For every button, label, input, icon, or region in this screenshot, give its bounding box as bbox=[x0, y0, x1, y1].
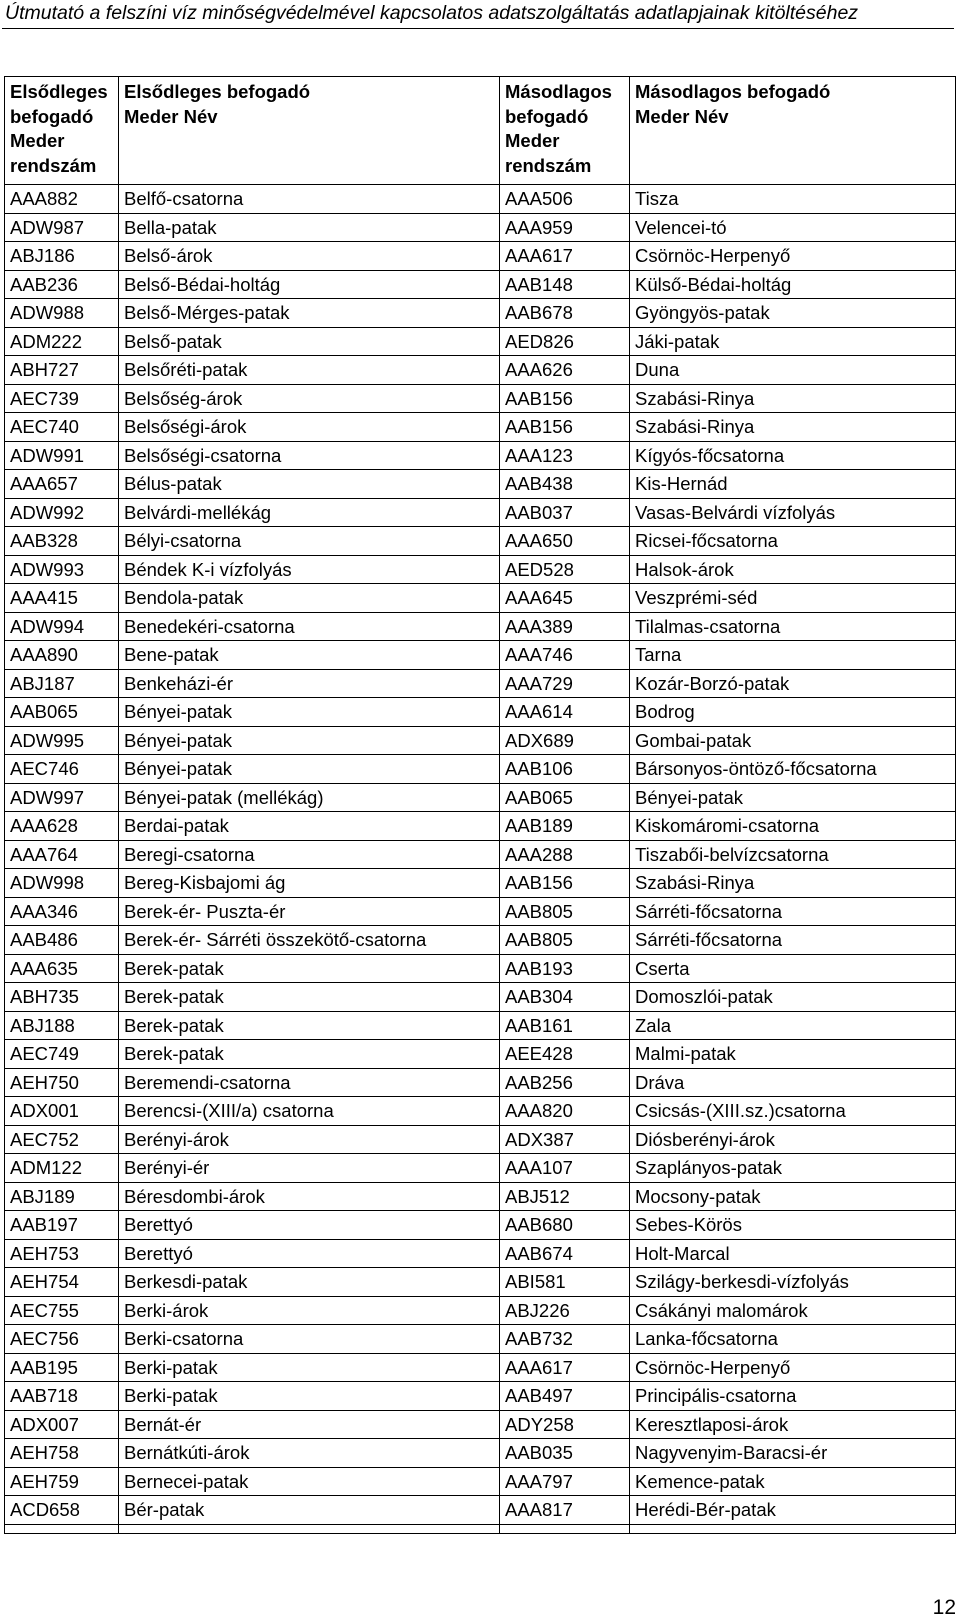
primary-name-cell: Belsőségi-árok bbox=[119, 413, 500, 442]
secondary-code-cell: AAA817 bbox=[500, 1496, 630, 1525]
table-header-row bbox=[5, 77, 956, 185]
spacer-cell bbox=[5, 1524, 119, 1533]
primary-name-cell: Belvárdi-mellékág bbox=[119, 498, 500, 527]
secondary-code-cell: ABJ226 bbox=[500, 1296, 630, 1325]
secondary-code-cell: AAB193 bbox=[500, 954, 630, 983]
primary-name-cell: Berek-patak bbox=[119, 1011, 500, 1040]
primary-code-cell: AAB718 bbox=[5, 1382, 119, 1411]
secondary-code-cell: ADX387 bbox=[500, 1125, 630, 1154]
primary-code-cell: ADW991 bbox=[5, 441, 119, 470]
spacer-cell bbox=[630, 1524, 956, 1533]
secondary-code-cell: AAB156 bbox=[500, 384, 630, 413]
secondary-code-cell: AAB148 bbox=[500, 270, 630, 299]
secondary-name-cell: Jáki-patak bbox=[630, 327, 956, 356]
spacer-cell bbox=[119, 1524, 500, 1533]
primary-name-cell: Berkesdi-patak bbox=[119, 1268, 500, 1297]
primary-name-cell: Belsőréti-patak bbox=[119, 356, 500, 385]
secondary-name-cell: Sebes-Körös bbox=[630, 1211, 956, 1240]
primary-code-cell: AAA764 bbox=[5, 840, 119, 869]
secondary-name-cell: Tarna bbox=[630, 641, 956, 670]
primary-name-cell: Béndek K-i vízfolyás bbox=[119, 555, 500, 584]
table-row bbox=[5, 1496, 956, 1525]
secondary-code-cell: AAA626 bbox=[500, 356, 630, 385]
primary-code-cell: ABJ189 bbox=[5, 1182, 119, 1211]
secondary-name-cell: Mocsony-patak bbox=[630, 1182, 956, 1211]
primary-name-cell: Bene-patak bbox=[119, 641, 500, 670]
secondary-name-cell: Csörnöc-Herpenyő bbox=[630, 1353, 956, 1382]
table-row bbox=[5, 1125, 956, 1154]
table-row bbox=[5, 299, 956, 328]
primary-code-cell: ADX007 bbox=[5, 1410, 119, 1439]
secondary-name-cell: Zala bbox=[630, 1011, 956, 1040]
primary-name-cell: Belső-patak bbox=[119, 327, 500, 356]
secondary-name-cell: Szabási-Rinya bbox=[630, 384, 956, 413]
secondary-name-cell: Szaplányos-patak bbox=[630, 1154, 956, 1183]
secondary-name-cell: Bodrog bbox=[630, 698, 956, 727]
primary-name-cell: Bér-patak bbox=[119, 1496, 500, 1525]
table-row bbox=[5, 726, 956, 755]
primary-name-cell: Beregi-csatorna bbox=[119, 840, 500, 869]
table-row bbox=[5, 1325, 956, 1354]
secondary-name-cell: Malmi-patak bbox=[630, 1040, 956, 1069]
table-row bbox=[5, 612, 956, 641]
table-row bbox=[5, 1410, 956, 1439]
secondary-name-cell: Kemence-patak bbox=[630, 1467, 956, 1496]
primary-name-cell: Bella-patak bbox=[119, 213, 500, 242]
primary-code-cell: AAA415 bbox=[5, 584, 119, 613]
secondary-code-cell: ADX689 bbox=[500, 726, 630, 755]
secondary-code-cell: AAA614 bbox=[500, 698, 630, 727]
table-row bbox=[5, 926, 956, 955]
primary-name-cell: Berek-ér- Sárréti összekötő-csatorna bbox=[119, 926, 500, 955]
header-rule bbox=[2, 28, 954, 29]
secondary-name-cell: Lanka-főcsatorna bbox=[630, 1325, 956, 1354]
secondary-code-cell: AAA506 bbox=[500, 185, 630, 214]
table-row bbox=[5, 1268, 956, 1297]
table-row bbox=[5, 1040, 956, 1069]
header-secondary-code: Másodlagos befogadó Meder rendszám bbox=[500, 77, 630, 185]
secondary-code-cell: AAB674 bbox=[500, 1239, 630, 1268]
table-row bbox=[5, 356, 956, 385]
secondary-code-cell: AAB438 bbox=[500, 470, 630, 499]
secondary-code-cell: AAB189 bbox=[500, 812, 630, 841]
table-row bbox=[5, 1154, 956, 1183]
table-row bbox=[5, 413, 956, 442]
page-header-title: Útmutató a felszíni víz minőségvédelmével kapcsolatos adatszolgáltatás adatlapjainak kitöltéséhez bbox=[5, 2, 859, 24]
table-body bbox=[5, 185, 956, 1534]
primary-name-cell: Berek-patak bbox=[119, 1040, 500, 1069]
secondary-name-cell: Duna bbox=[630, 356, 956, 385]
primary-code-cell: AAA882 bbox=[5, 185, 119, 214]
secondary-code-cell: AAA959 bbox=[500, 213, 630, 242]
primary-code-cell: AAB328 bbox=[5, 527, 119, 556]
secondary-code-cell: ABI581 bbox=[500, 1268, 630, 1297]
secondary-name-cell: Gyöngyös-patak bbox=[630, 299, 956, 328]
primary-code-cell: ABJ186 bbox=[5, 242, 119, 271]
primary-code-cell: AEH750 bbox=[5, 1068, 119, 1097]
primary-name-cell: Berettyó bbox=[119, 1211, 500, 1240]
secondary-code-cell: AAA820 bbox=[500, 1097, 630, 1126]
primary-code-cell: ADM222 bbox=[5, 327, 119, 356]
primary-name-cell: Bényei-patak bbox=[119, 755, 500, 784]
primary-name-cell: Beremendi-csatorna bbox=[119, 1068, 500, 1097]
primary-name-cell: Berki-árok bbox=[119, 1296, 500, 1325]
primary-name-cell: Berki-csatorna bbox=[119, 1325, 500, 1354]
primary-name-cell: Bényei-patak bbox=[119, 698, 500, 727]
secondary-code-cell: AAB156 bbox=[500, 869, 630, 898]
table-row bbox=[5, 641, 956, 670]
secondary-name-cell: Sárréti-főcsatorna bbox=[630, 926, 956, 955]
secondary-code-cell: AAB256 bbox=[500, 1068, 630, 1097]
primary-code-cell: AAB236 bbox=[5, 270, 119, 299]
secondary-code-cell: AAA617 bbox=[500, 1353, 630, 1382]
primary-code-cell: AAB486 bbox=[5, 926, 119, 955]
secondary-name-cell: Cserta bbox=[630, 954, 956, 983]
secondary-code-cell: AED528 bbox=[500, 555, 630, 584]
primary-code-cell: AAB197 bbox=[5, 1211, 119, 1240]
table-row bbox=[5, 1467, 956, 1496]
primary-code-cell: ABJ187 bbox=[5, 669, 119, 698]
primary-name-cell: Berek-ér- Puszta-ér bbox=[119, 897, 500, 926]
secondary-name-cell: Halsok-árok bbox=[630, 555, 956, 584]
table-row bbox=[5, 213, 956, 242]
primary-code-cell: ADW995 bbox=[5, 726, 119, 755]
table-row bbox=[5, 527, 956, 556]
primary-name-cell: Belső-Mérges-patak bbox=[119, 299, 500, 328]
secondary-name-cell: Kiskomáromi-csatorna bbox=[630, 812, 956, 841]
primary-code-cell: ADW994 bbox=[5, 612, 119, 641]
primary-name-cell: Benedekéri-csatorna bbox=[119, 612, 500, 641]
secondary-name-cell: Csörnöc-Herpenyő bbox=[630, 242, 956, 271]
secondary-name-cell: Külső-Bédai-holtág bbox=[630, 270, 956, 299]
primary-name-cell: Belsőség-árok bbox=[119, 384, 500, 413]
secondary-code-cell: AAA617 bbox=[500, 242, 630, 271]
primary-code-cell: AEH759 bbox=[5, 1467, 119, 1496]
table-row bbox=[5, 1353, 956, 1382]
table-row bbox=[5, 185, 956, 214]
table-row bbox=[5, 1382, 956, 1411]
primary-name-cell: Berettyó bbox=[119, 1239, 500, 1268]
primary-name-cell: Berki-patak bbox=[119, 1353, 500, 1382]
primary-name-cell: Bényei-patak bbox=[119, 726, 500, 755]
secondary-code-cell: AAB680 bbox=[500, 1211, 630, 1240]
table-row bbox=[5, 584, 956, 613]
primary-code-cell: ADM122 bbox=[5, 1154, 119, 1183]
secondary-code-cell: AAB732 bbox=[500, 1325, 630, 1354]
primary-code-cell: AAB065 bbox=[5, 698, 119, 727]
table-row bbox=[5, 1211, 956, 1240]
primary-name-cell: Bendola-patak bbox=[119, 584, 500, 613]
primary-name-cell: Bernecei-patak bbox=[119, 1467, 500, 1496]
header-primary-code: Elsődleges befogadó Meder rendszám bbox=[5, 77, 119, 185]
secondary-name-cell: Domoszlói-patak bbox=[630, 983, 956, 1012]
table-row bbox=[5, 1296, 956, 1325]
table-row bbox=[5, 555, 956, 584]
primary-code-cell: AEC752 bbox=[5, 1125, 119, 1154]
table-row bbox=[5, 1011, 956, 1040]
primary-code-cell: AEC739 bbox=[5, 384, 119, 413]
primary-name-cell: Bényei-patak (mellékág) bbox=[119, 783, 500, 812]
primary-code-cell: AEC756 bbox=[5, 1325, 119, 1354]
secondary-code-cell: AAA645 bbox=[500, 584, 630, 613]
secondary-name-cell: Tilalmas-csatorna bbox=[630, 612, 956, 641]
secondary-code-cell: AAB065 bbox=[500, 783, 630, 812]
secondary-code-cell: AAB106 bbox=[500, 755, 630, 784]
secondary-name-cell: Csákányi malomárok bbox=[630, 1296, 956, 1325]
primary-code-cell: AAA635 bbox=[5, 954, 119, 983]
primary-code-cell: ADW998 bbox=[5, 869, 119, 898]
secondary-code-cell: ABJ512 bbox=[500, 1182, 630, 1211]
primary-code-cell: ACD658 bbox=[5, 1496, 119, 1525]
secondary-name-cell: Vasas-Belvárdi vízfolyás bbox=[630, 498, 956, 527]
secondary-code-cell: AAA797 bbox=[500, 1467, 630, 1496]
secondary-code-cell: AAB678 bbox=[500, 299, 630, 328]
secondary-name-cell: Kis-Hernád bbox=[630, 470, 956, 499]
primary-code-cell: AEC740 bbox=[5, 413, 119, 442]
secondary-name-cell: Herédi-Bér-patak bbox=[630, 1496, 956, 1525]
secondary-name-cell: Bársonyos-öntöző-főcsatorna bbox=[630, 755, 956, 784]
secondary-code-cell: AAA746 bbox=[500, 641, 630, 670]
table-row bbox=[5, 783, 956, 812]
secondary-code-cell: AAB037 bbox=[500, 498, 630, 527]
primary-code-cell: ABJ188 bbox=[5, 1011, 119, 1040]
secondary-name-cell: Tiszabői-belvízcsatorna bbox=[630, 840, 956, 869]
secondary-name-cell: Principális-csatorna bbox=[630, 1382, 956, 1411]
table-row bbox=[5, 840, 956, 869]
primary-code-cell: AEC746 bbox=[5, 755, 119, 784]
secondary-code-cell: AAA107 bbox=[500, 1154, 630, 1183]
primary-code-cell: ADW993 bbox=[5, 555, 119, 584]
primary-code-cell: AEC749 bbox=[5, 1040, 119, 1069]
page-number: 12 bbox=[932, 1596, 956, 1619]
secondary-name-cell: Szabási-Rinya bbox=[630, 869, 956, 898]
primary-code-cell: ABH735 bbox=[5, 983, 119, 1012]
primary-name-cell: Belfő-csatorna bbox=[119, 185, 500, 214]
primary-code-cell: AEH758 bbox=[5, 1439, 119, 1468]
primary-code-cell: ADW997 bbox=[5, 783, 119, 812]
primary-name-cell: Berényi-árok bbox=[119, 1125, 500, 1154]
primary-name-cell: Berdai-patak bbox=[119, 812, 500, 841]
primary-code-cell: ADW988 bbox=[5, 299, 119, 328]
primary-code-cell: AAA657 bbox=[5, 470, 119, 499]
secondary-code-cell: AAA729 bbox=[500, 669, 630, 698]
table-row bbox=[5, 669, 956, 698]
primary-name-cell: Bélus-patak bbox=[119, 470, 500, 499]
primary-name-cell: Bernátkúti-árok bbox=[119, 1439, 500, 1468]
table-row bbox=[5, 698, 956, 727]
secondary-code-cell: AAB497 bbox=[500, 1382, 630, 1411]
table-row bbox=[5, 1097, 956, 1126]
table-row bbox=[5, 755, 956, 784]
primary-name-cell: Berek-patak bbox=[119, 954, 500, 983]
secondary-code-cell: AAA650 bbox=[500, 527, 630, 556]
table-row bbox=[5, 327, 956, 356]
secondary-name-cell: Szilágy-berkesdi-vízfolyás bbox=[630, 1268, 956, 1297]
secondary-code-cell: AEE428 bbox=[500, 1040, 630, 1069]
primary-name-cell: Belső-Bédai-holtág bbox=[119, 270, 500, 299]
primary-name-cell: Berényi-ér bbox=[119, 1154, 500, 1183]
secondary-name-cell: Tisza bbox=[630, 185, 956, 214]
secondary-name-cell: Ricsei-főcsatorna bbox=[630, 527, 956, 556]
table-spacer-row bbox=[5, 1524, 956, 1533]
secondary-code-cell: AAB161 bbox=[500, 1011, 630, 1040]
primary-code-cell: AEC755 bbox=[5, 1296, 119, 1325]
primary-name-cell: Belsőségi-csatorna bbox=[119, 441, 500, 470]
table-row bbox=[5, 869, 956, 898]
secondary-name-cell: Kozár-Borzó-patak bbox=[630, 669, 956, 698]
table-row bbox=[5, 242, 956, 271]
primary-name-cell: Benkeházi-ér bbox=[119, 669, 500, 698]
table-row bbox=[5, 384, 956, 413]
header-secondary-name: Másodlagos befogadó Meder Név bbox=[630, 77, 956, 185]
table-row bbox=[5, 897, 956, 926]
secondary-name-cell: Szabási-Rinya bbox=[630, 413, 956, 442]
table-row bbox=[5, 470, 956, 499]
primary-code-cell: ADX001 bbox=[5, 1097, 119, 1126]
secondary-name-cell: Gombai-patak bbox=[630, 726, 956, 755]
secondary-code-cell: AED826 bbox=[500, 327, 630, 356]
table-row bbox=[5, 983, 956, 1012]
secondary-code-cell: AAB304 bbox=[500, 983, 630, 1012]
table-row bbox=[5, 1182, 956, 1211]
primary-code-cell: AEH753 bbox=[5, 1239, 119, 1268]
primary-code-cell: ABH727 bbox=[5, 356, 119, 385]
secondary-name-cell: Bényei-patak bbox=[630, 783, 956, 812]
secondary-code-cell: AAB805 bbox=[500, 926, 630, 955]
secondary-code-cell: AAA288 bbox=[500, 840, 630, 869]
spacer-cell bbox=[500, 1524, 630, 1533]
table-row bbox=[5, 812, 956, 841]
table-row bbox=[5, 441, 956, 470]
secondary-name-cell: Kígyós-főcsatorna bbox=[630, 441, 956, 470]
table-row bbox=[5, 270, 956, 299]
primary-name-cell: Berek-patak bbox=[119, 983, 500, 1012]
secondary-code-cell: AAA389 bbox=[500, 612, 630, 641]
secondary-name-cell: Holt-Marcal bbox=[630, 1239, 956, 1268]
secondary-name-cell: Csicsás-(XIII.sz.)csatorna bbox=[630, 1097, 956, 1126]
header-primary-name: Elsődleges befogadó Meder Név bbox=[119, 77, 500, 185]
primary-code-cell: ADW987 bbox=[5, 213, 119, 242]
primary-name-cell: Béresdombi-árok bbox=[119, 1182, 500, 1211]
primary-name-cell: Bélyi-csatorna bbox=[119, 527, 500, 556]
primary-code-cell: AAB195 bbox=[5, 1353, 119, 1382]
primary-code-cell: AAA628 bbox=[5, 812, 119, 841]
primary-name-cell: Belső-árok bbox=[119, 242, 500, 271]
primary-name-cell: Bernát-ér bbox=[119, 1410, 500, 1439]
table-row bbox=[5, 1068, 956, 1097]
secondary-name-cell: Nagyvenyim-Baracsi-ér bbox=[630, 1439, 956, 1468]
secondary-name-cell: Velencei-tó bbox=[630, 213, 956, 242]
table-row bbox=[5, 1239, 956, 1268]
primary-code-cell: AAA346 bbox=[5, 897, 119, 926]
primary-name-cell: Berencsi-(XIII/a) csatorna bbox=[119, 1097, 500, 1126]
secondary-code-cell: AAB035 bbox=[500, 1439, 630, 1468]
secondary-name-cell: Veszprémi-séd bbox=[630, 584, 956, 613]
secondary-code-cell: AAB156 bbox=[500, 413, 630, 442]
secondary-name-cell: Diósberényi-árok bbox=[630, 1125, 956, 1154]
secondary-code-cell: AAB805 bbox=[500, 897, 630, 926]
secondary-name-cell: Sárréti-főcsatorna bbox=[630, 897, 956, 926]
secondary-name-cell: Keresztlaposi-árok bbox=[630, 1410, 956, 1439]
secondary-name-cell: Dráva bbox=[630, 1068, 956, 1097]
primary-code-cell: ADW992 bbox=[5, 498, 119, 527]
secondary-code-cell: ADY258 bbox=[500, 1410, 630, 1439]
primary-name-cell: Berki-patak bbox=[119, 1382, 500, 1411]
table-row bbox=[5, 1439, 956, 1468]
primary-code-cell: AEH754 bbox=[5, 1268, 119, 1297]
primary-name-cell: Bereg-Kisbajomi ág bbox=[119, 869, 500, 898]
table-row bbox=[5, 954, 956, 983]
primary-code-cell: AAA890 bbox=[5, 641, 119, 670]
secondary-code-cell: AAA123 bbox=[500, 441, 630, 470]
table-row bbox=[5, 498, 956, 527]
watercourse-table bbox=[4, 76, 956, 1534]
